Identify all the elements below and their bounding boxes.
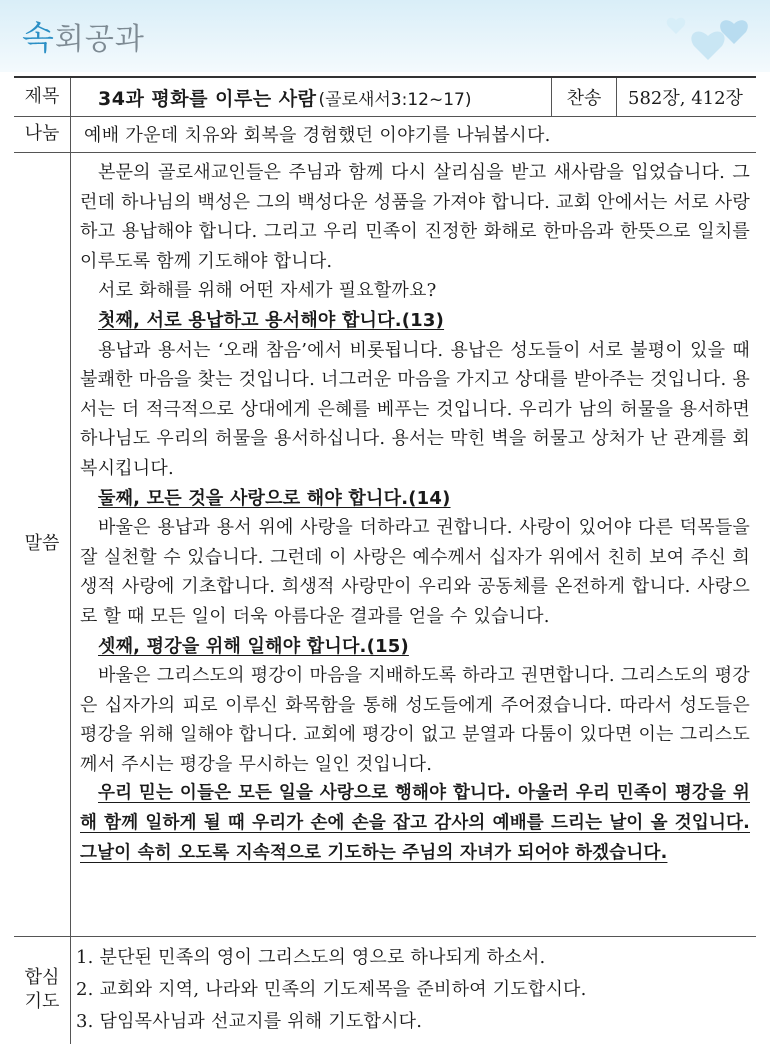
- header-banner: [0, 0, 770, 72]
- prayer-row: [14, 936, 756, 1044]
- point-paragraph: 바울은 그리스도의 평강이 마음을 지배하도록 하라고 권면합니다. 그리스도의 평강은 십자가의 피로 이루신 화목함을 통해 성도들에게 주어졌습니다. 따라서 성도들은 평강을 위해 일해야 합니다. 교회에 평강이 없고 분열과 다툼이 있다면 이는 그리스도께서 주시는 평강을 무시하는 일인 것입니다.: [80, 665, 750, 775]
- sharing-label: 나눔: [14, 116, 71, 152]
- point-paragraph: 바울은 용납과 용서 위에 사랑을 더하라고 권합니다. 사랑이 있어야 다른 덕목들을 잘 실천할 수 있습니다. 그런데 이 사랑은 예수께서 십자가 위에서 친히 보여 주신 희생적 사랑에 기초합니다. 희생적 사랑만이 우리와 공동체를 온전하게 합니다. 사랑으로 할 때 모든 일이 더욱 아름다운 결과를 얻을 수 있습니다.: [80, 517, 750, 627]
- point-heading: 첫째, 서로 용납하고 용서해야 합니다.(13): [98, 309, 445, 331]
- sermon-body: [80, 158, 750, 868]
- prayer-item: 1. 분단된 민족의 영이 그리스도의 영으로 하나되게 하소서.: [76, 947, 546, 968]
- title-row: [14, 78, 756, 116]
- lesson-table: [14, 76, 756, 1044]
- title-label: 제목: [14, 78, 71, 116]
- lesson-title: [70, 78, 552, 116]
- prayer-item: 3. 담임목사님과 선교지를 위해 기도합시다.: [76, 1011, 423, 1032]
- conclusion-paragraph: 우리 믿는 이들은 모든 일을 사랑으로 행해야 합니다. 아울러 우리 민족이 평강을 위해 함께 일하게 될 때 우리가 손에 손을 잡고 감사의 예배를 드리는 날이 올 것입니다. 그날이 속히 오도록 지속적으로 기도하는 주님의 자녀가 되어야 하겠습니다.: [80, 783, 750, 863]
- sharing-text: 예배 가운데 치유와 회복을 경험했던 이야기를 나눠봅시다.: [84, 125, 551, 146]
- point-heading: 셋째, 평강을 위해 일해야 합니다.(15): [98, 635, 409, 657]
- prayer-item: 2. 교회와 지역, 나라와 민족의 기도제목을 준비하여 기도합시다.: [76, 979, 587, 1000]
- word-row: [14, 152, 756, 936]
- prayer-label: 합심 기도: [14, 936, 71, 1044]
- scripture-reference: (골로새서3:12~17): [318, 89, 472, 110]
- hymn-label: 찬송: [552, 78, 617, 116]
- section-title: 속회공과: [22, 18, 145, 57]
- word-label: 말씀: [14, 152, 71, 936]
- lesson-title-text: 34과 평화를 이루는 사람: [98, 87, 317, 110]
- question-line: 서로 화해를 위해 어떤 자세가 필요할까요?: [98, 280, 437, 302]
- point-heading: 둘째, 모든 것을 사랑으로 해야 합니다.(14): [98, 487, 451, 509]
- hymn-value: 582장, 412장: [628, 88, 743, 109]
- hearts-icon: [646, 6, 756, 68]
- prayer-list: [76, 942, 752, 1038]
- sharing-row: [14, 116, 756, 152]
- intro-paragraph: 본문의 골로새교인들은 주님과 함께 다시 살리심을 받고 새사람을 입었습니다. 그런데 하나님의 백성은 그의 백성다운 성품을 가져야 합니다. 교회 안에서는 서로 사랑하고 용납해야 합니다. 그리고 우리 민족이 진정한 화해로 한마음과 한뜻으로 일치를 이루도록 함께 기도해야 합니다.: [80, 162, 750, 272]
- point-paragraph: 용납과 용서는 ‘오래 참음’에서 비롯됩니다. 용납은 성도들이 서로 불평이 있을 때 불쾌한 마음을 찾는 것입니다. 너그러운 마음을 가지고 상대를 받아주는 것입니다. 용서는 더 적극적으로 상대에게 은혜를 베푸는 것입니다. 우리가 남의 허물을 용서하면 하나님도 우리의 허물을 용서하십니다. 용서는 막힌 벽을 허물고 상처가 난 관계를 회복시킵니다.: [80, 339, 750, 479]
